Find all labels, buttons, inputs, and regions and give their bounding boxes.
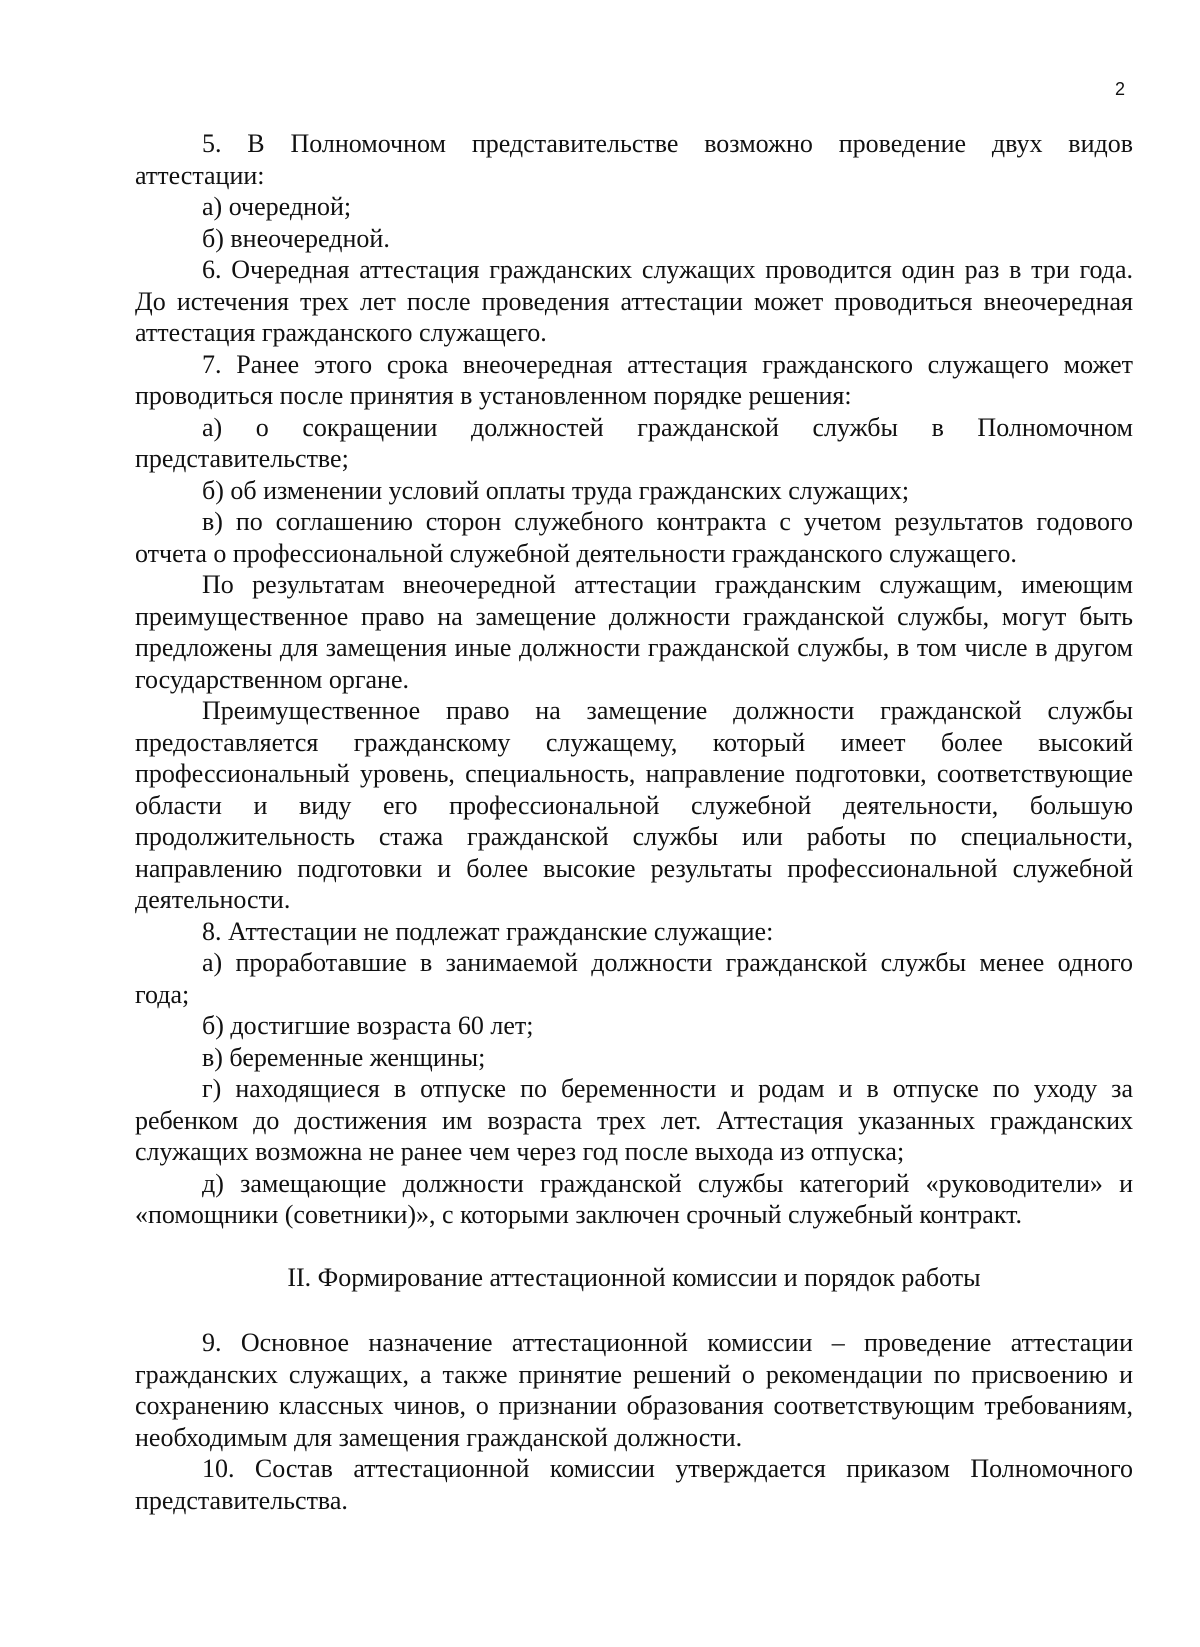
list-item-7b: б) об изменении условий оплаты труда гражданских служащих; bbox=[202, 475, 910, 505]
list-item-8c: в) беременные женщины; bbox=[202, 1042, 486, 1072]
list-item-5a: а) очередной; bbox=[202, 192, 352, 221]
list-item-7c: в) по соглашению сторон служебного контракта с учетом результатов годового отчета о профессиональной служебной деятельности гражданского служащего. bbox=[135, 507, 1133, 568]
paragraph-10: 10. Состав аттестационной комиссии утверждается приказом Полномочного представительства. bbox=[135, 1454, 1133, 1515]
paragraph-6: 6. Очередная аттестация гражданских служащих проводится один раз в три года. До истечения трех лет после проведения аттестации может проводиться внеочередная аттестация гражданского служащего. bbox=[135, 255, 1133, 347]
list-item-7a: а) о сокращении должностей гражданской службы в Полномочном представительстве; bbox=[135, 412, 1133, 473]
paragraph-5-intro: 5. В Полномочном представительстве возможно проведение двух видов аттестации: bbox=[135, 129, 1133, 190]
paragraph-preference: Преимущественное право на замещение должности гражданской службы предоставляется гражданскому служащему, который имеет более высокий профессиональный уровень, специальность, направление подготовки, соответствующие области и виду его профессиональной служебной деятельности, большую продолжительность стажа гражданской службы или работы по специальности, направлению подготовки и более высокие результаты профессиональной служебной деятельности. bbox=[135, 696, 1133, 914]
paragraph-7-intro: 7. Ранее этого срока внеочередная аттестация гражданского служащего может проводиться после принятия в установленном порядке решения: bbox=[135, 349, 1133, 410]
list-item-8d: г) находящиеся в отпуске по беременности и родам и в отпуске по уходу за ребенком до достижения им возраста трех лет. Аттестация указанных гражданских служащих возможна не ранее чем через год после выхода из отпуска; bbox=[135, 1074, 1133, 1166]
list-item-8e: д) замещающие должности гражданской службы категорий «руководители» и «помощники (советники)», с которыми заключен срочный служебный контракт. bbox=[135, 1168, 1133, 1229]
paragraph-9: 9. Основное назначение аттестационной комиссии – проведение аттестации гражданских служащих, а также принятие решений о рекомендации по присвоению и сохранению классных чинов, о признании образования соответствующим требованиям, необходимым для замещения гражданской должности. bbox=[135, 1328, 1133, 1452]
page-number: 2 bbox=[1114, 79, 1125, 99]
paragraph-8-intro: 8. Аттестации не подлежат гражданские служащие: bbox=[202, 916, 774, 946]
list-item-5b: б) внеочередной. bbox=[202, 223, 390, 253]
list-item-8b: б) достигшие возраста 60 лет; bbox=[202, 1011, 534, 1040]
paragraph-results: По результатам внеочередной аттестации гражданским служащим, имеющим преимущественное право на замещение должности гражданской службы, могут быть предложены для замещения иные должности гражданской службы, в том числе в другом государственном органе. bbox=[135, 570, 1133, 694]
list-item-8a: а) проработавшие в занимаемой должности гражданской службы менее одного года; bbox=[135, 948, 1133, 1009]
section-heading: II. Формирование аттестационной комиссии и порядок работы bbox=[287, 1262, 981, 1292]
document-body bbox=[135, 128, 1133, 1516]
